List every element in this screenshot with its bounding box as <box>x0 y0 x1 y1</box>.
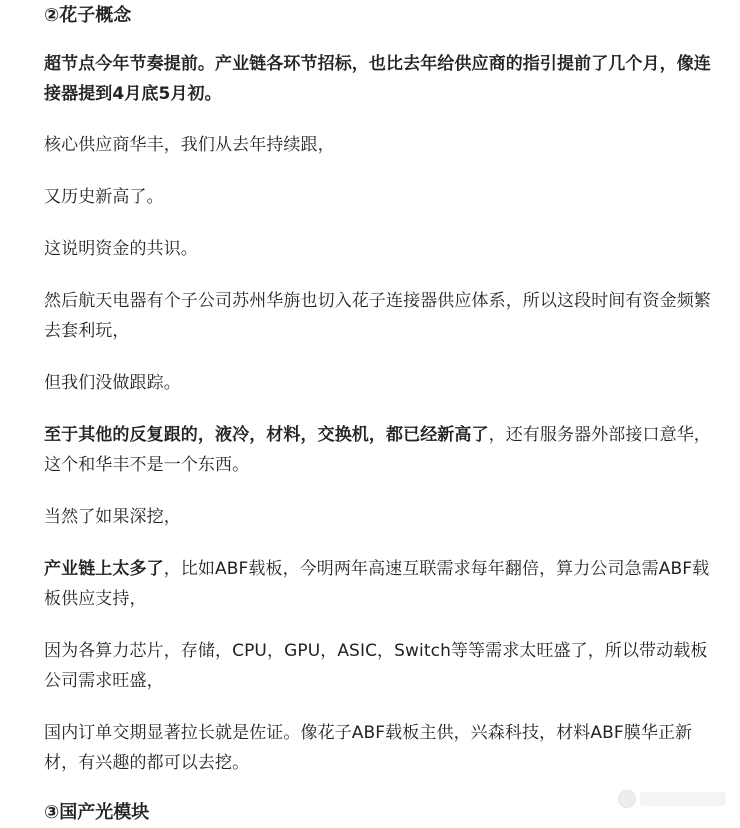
paragraph-8: 当然了如果深挖， <box>44 507 181 527</box>
paragraph-4: 这说明资金的共识。 <box>44 239 198 259</box>
paragraph-7-rest: ，还有服务器外部接口意华，这个和华丰不是一个东西。 <box>44 425 711 475</box>
paragraph-3: 又历史新高了。 <box>44 187 164 207</box>
paragraph-9-bold: 产业链上太多了 <box>44 559 164 579</box>
section-heading-2: ②花子概念 <box>44 5 132 26</box>
section-heading-3: ③国产光模块 <box>44 802 150 823</box>
paragraph-10: 因为各算力芯片，存储，CPU，GPU，ASIC，Switch等等需求太旺盛了，所以带动载板公司需求旺盛， <box>44 641 708 691</box>
paragraph-7-bold: 至于其他的反复跟的，液冷，材料，交换机，都已经新高了 <box>44 425 489 445</box>
watermark-logo-icon <box>618 790 636 808</box>
paragraph-5: 然后航天电器有个子公司苏州华旃也切入花子连接器供应体系，所以这段时间有资金频繁去套利玩， <box>44 291 711 341</box>
watermark <box>618 790 726 808</box>
paragraph-6: 但我们没做跟踪。 <box>44 373 181 393</box>
paragraph-2: 核心供应商华丰，我们从去年持续跟， <box>44 135 335 155</box>
paragraph-9-rest: ，比如ABF载板，今明两年高速互联需求每年翻倍，算力公司急需ABF载板供应支持， <box>44 559 710 609</box>
paragraph-1: 超节点今年节奏提前。产业链各环节招标，也比去年给供应商的指引提前了几个月，像连接器提到4月底5月初。 <box>44 54 711 104</box>
paragraph-9 <box>44 554 724 614</box>
paragraph-11: 国内订单交期显著拉长就是佐证。像花子ABF载板主供，兴森科技，材料ABF膜华正新材，有兴趣的都可以去挖。 <box>44 723 693 773</box>
watermark-bar <box>640 792 726 806</box>
paragraph-7 <box>44 420 724 480</box>
article-body <box>44 0 724 828</box>
